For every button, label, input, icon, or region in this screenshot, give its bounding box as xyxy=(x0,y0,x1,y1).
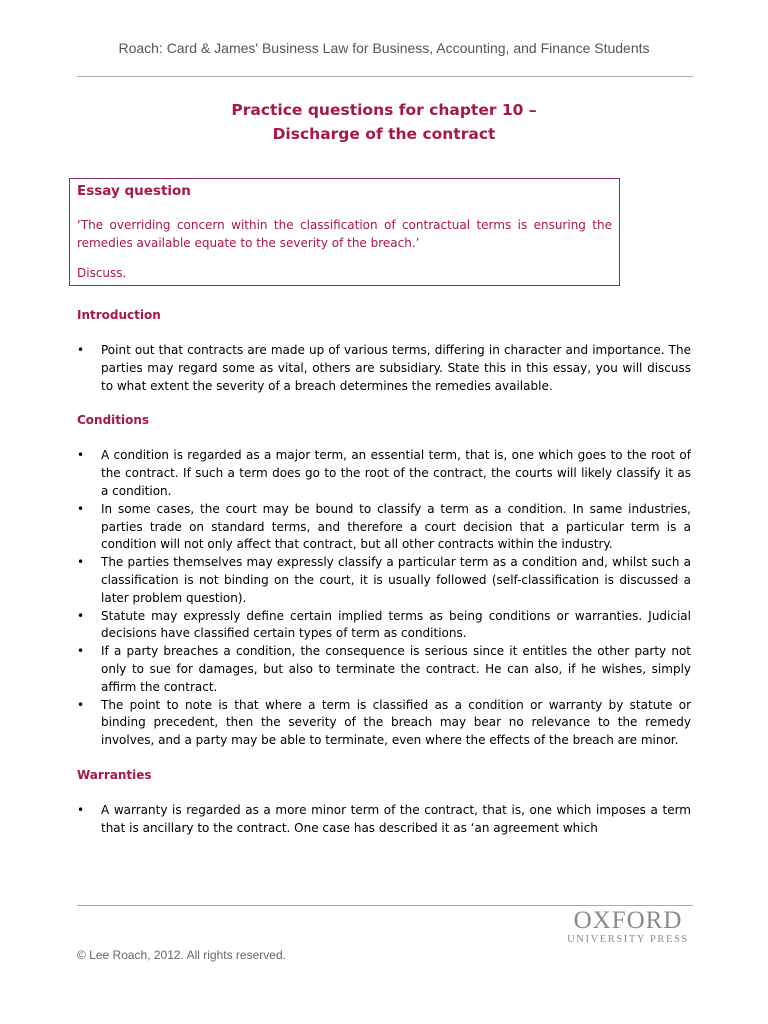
bullet-item: • If a party breaches a condition, the consequence is serious since it entitles the other party not only to sue for damages, but also to terminate the contract. He can also, if he wishes, simply affirm the contract. xyxy=(77,643,691,696)
bullet-list xyxy=(77,802,691,838)
header-divider xyxy=(77,76,693,77)
bullet-item: • A condition is regarded as a major term, an essential term, that is, one which goes to the root of the contract. If such a term does go to the root of the contract, the courts will likely classify it as a condition. xyxy=(77,447,691,500)
bullet-item: • Point out that contracts are made up of various terms, differing in character and importance. The parties may regard some as vital, others are subsidiary. State this in this essay, you will discuss to what extent the severity of a breach determines the remedies available. xyxy=(77,342,691,395)
section-conditions xyxy=(77,411,691,750)
bullet-item: • The point to note is that where a term is classified as a condition or warranty by statute or binding precedent, then the severity of the breach may bear no relevance to the remedy involves, and a party may be able to terminate, even where the effects of the breach are minor. xyxy=(77,697,691,750)
section-warranties xyxy=(77,766,691,838)
bullet-item: • A warranty is regarded as a more minor term of the contract, that is, one which imposes a term that is ancillary to the contract. One case has described it as ‘an agreement which xyxy=(77,802,691,838)
essay-question-quote: ‘The overriding concern within the classification of contractual terms is ensuring the remedies available equate to the severity of the breach.’ xyxy=(77,218,612,250)
essay-question-instruction: Discuss. xyxy=(77,266,127,280)
page-title xyxy=(0,98,768,146)
essay-question-box xyxy=(69,178,620,286)
running-head: Roach: Card & James' Business Law for Business, Accounting, and Finance Students xyxy=(118,40,650,56)
section-heading: Introduction xyxy=(77,308,161,322)
answer-outline xyxy=(77,306,691,854)
section-introduction xyxy=(77,306,691,395)
page-title-line-2: Discharge of the contract xyxy=(272,125,496,143)
section-heading: Warranties xyxy=(77,767,152,782)
essay-question-heading: Essay question xyxy=(77,183,191,199)
copyright-notice: © Lee Roach, 2012. All rights reserved. xyxy=(77,948,286,962)
bullet-item: • Statute may expressly define certain implied terms as being conditions or warranties. Judicial decisions have classified certain types of term as conditions. xyxy=(77,608,691,644)
logo-wordmark: OXFORD xyxy=(573,907,683,934)
bullet-item: • In some cases, the court may be bound to classify a term as a condition. In same industries, parties trade on standard terms, and therefore a court decision that a particular term is a condition will not only affect that contract, but all other contracts within the industry. xyxy=(77,501,691,554)
logo-subtitle: UNIVERSITY PRESS xyxy=(567,934,689,945)
page-title-line-1: Practice questions for chapter 10 – xyxy=(231,101,537,119)
section-heading: Conditions xyxy=(77,413,150,428)
footer-divider xyxy=(77,905,693,906)
bullet-item: • The parties themselves may expressly classify a particular term as a condition and, whilst such a classification is not binding on the court, it is usually followed (self-classification is discussed a later problem question). xyxy=(77,554,691,607)
bullet-list xyxy=(77,447,691,750)
bullet-list xyxy=(77,342,691,395)
oxford-university-press-logo xyxy=(566,908,690,946)
